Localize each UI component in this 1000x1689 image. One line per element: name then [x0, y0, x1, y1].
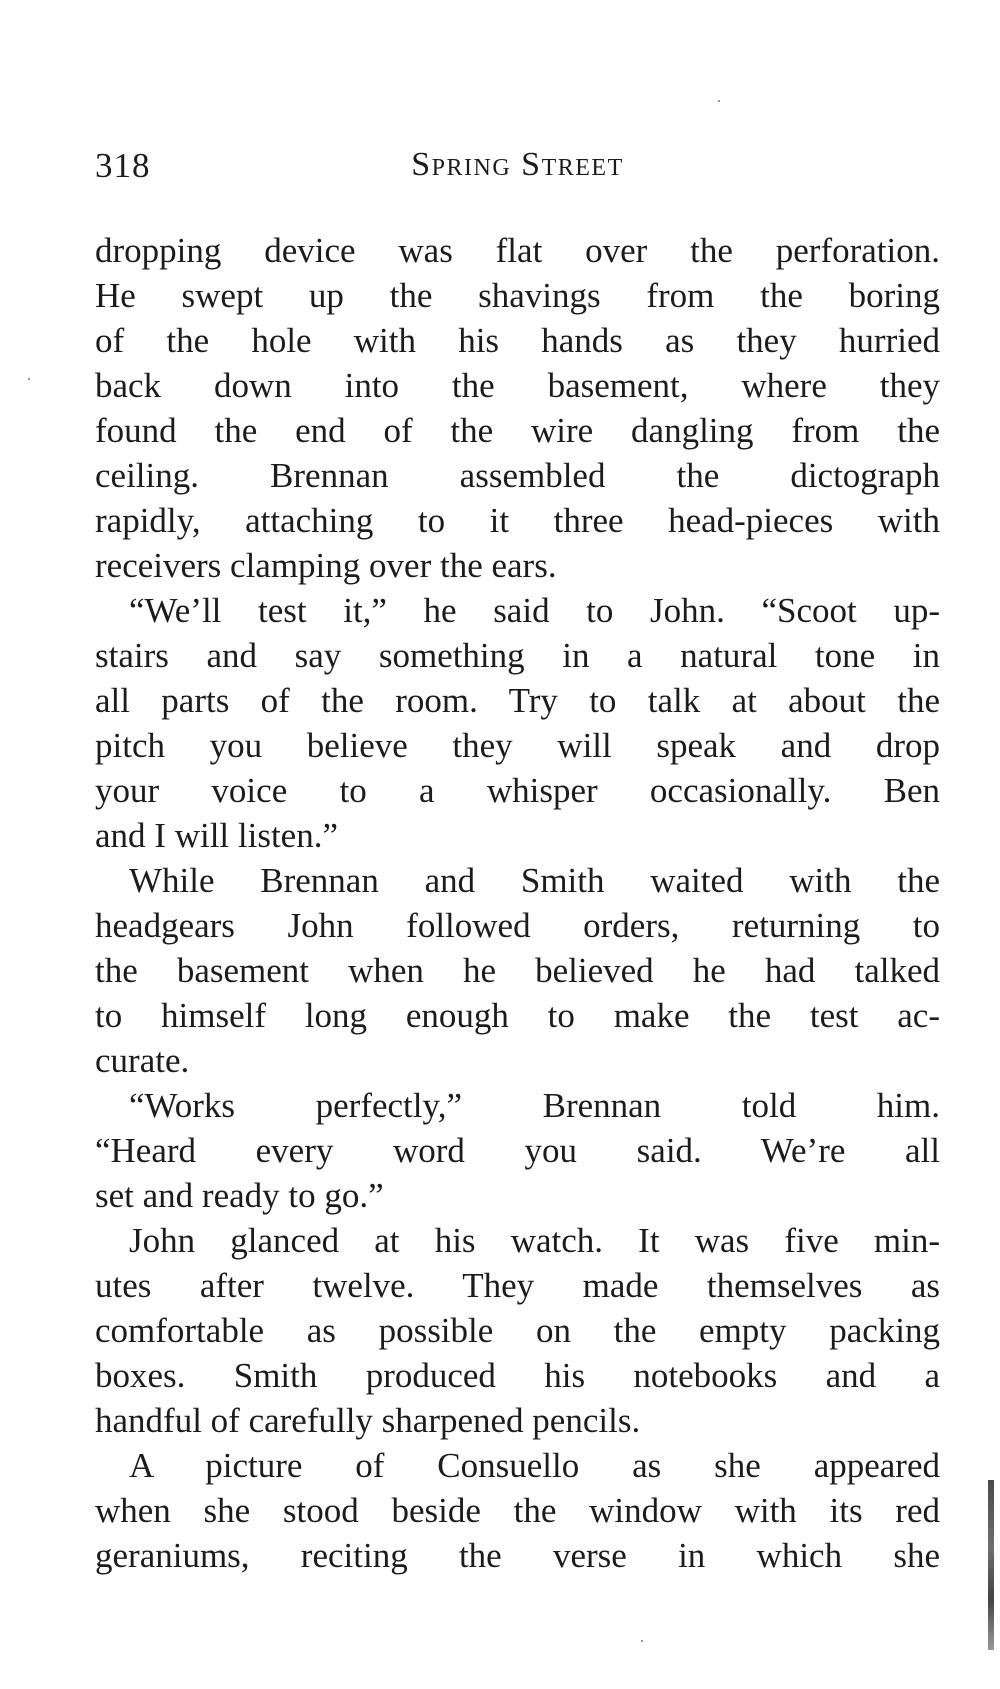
page-number: 318 — [95, 146, 151, 185]
text-line: your voice to a whisper occasionally. Ben — [95, 771, 940, 810]
text-line: boxes. Smith produced his notebooks and a — [95, 1356, 940, 1395]
text-line: and I will listen.” — [95, 816, 339, 855]
running-title: Spring Street — [411, 146, 624, 183]
text-line: set and ready to go.” — [95, 1176, 384, 1215]
text-line: handful of carefully sharpened pencils. — [95, 1401, 641, 1440]
text-line: when she stood beside the window with its red — [95, 1491, 940, 1530]
text-line: He swept up the shavings from the boring — [95, 276, 940, 315]
text-line: ceiling. Brennan assembled the dictograph — [95, 456, 940, 495]
text-line: back down into the basement, where they — [95, 366, 940, 405]
text-line: “Heard every word you said. We’re all — [95, 1131, 940, 1170]
text-line: geraniums, reciting the verse in which she — [95, 1536, 940, 1575]
scan-speck — [718, 100, 720, 102]
scan-edge-mark — [988, 1480, 994, 1650]
text-line: While Brennan and Smith waited with the — [129, 861, 940, 900]
text-line: “Works perfectly,” Brennan told him. — [129, 1086, 940, 1125]
text-line: rapidly, attaching to it three head-pieces with — [95, 501, 940, 540]
text-line: A picture of Consuello as she appeared — [129, 1446, 940, 1485]
text-line: utes after twelve. They made themselves as — [95, 1266, 940, 1305]
text-line: dropping device was flat over the perforation. — [95, 231, 940, 270]
text-line: receivers clamping over the ears. — [95, 546, 557, 585]
body-text — [95, 228, 940, 1578]
page-header — [95, 146, 940, 196]
text-line: pitch you believe they will speak and drop — [95, 726, 940, 765]
text-line: to himself long enough to make the test ac- — [95, 996, 940, 1035]
text-line: stairs and say something in a natural tone in — [95, 636, 940, 675]
text-line: headgears John followed orders, returning to — [95, 906, 940, 945]
text-line: comfortable as possible on the empty packing — [95, 1311, 940, 1350]
text-line: curate. — [95, 1041, 190, 1080]
text-line: of the hole with his hands as they hurried — [95, 321, 940, 360]
text-line: John glanced at his watch. It was five min- — [129, 1221, 940, 1260]
text-line: the basement when he believed he had talked — [95, 951, 940, 990]
text-line: found the end of the wire dangling from the — [95, 411, 940, 450]
text-line: “We’ll test it,” he said to John. “Scoot up- — [129, 591, 940, 630]
text-line: all parts of the room. Try to talk at about the — [95, 681, 940, 720]
scan-speck — [641, 1640, 643, 1642]
scan-speck — [28, 378, 30, 380]
